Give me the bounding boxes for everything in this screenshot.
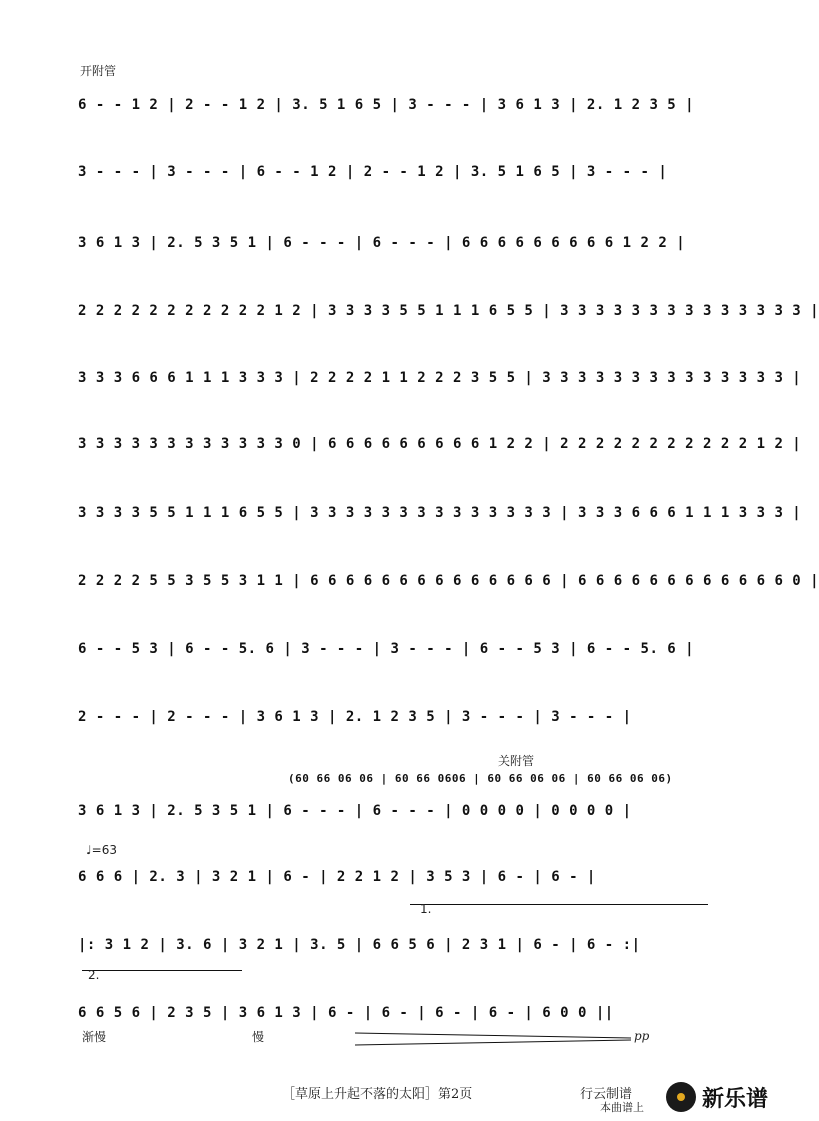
ritardando-marking-2: 慢: [252, 1030, 265, 1044]
score-row-7: 3 3 3 3 5 5 1 1 1 6 5 5 | 3 3 3 3 3 3 3 3 3 3 3 3 3 3 | 3 3 3 6 6 6 1 1 1 3 3 3 |: [78, 505, 802, 521]
score-row-2: 3 - - - | 3 - - - | 6 - - 1 2 | 2 - - 1 2 | 3. 5 1 6 5 | 3 - - - |: [78, 164, 668, 180]
volta-1-label: 1.: [420, 902, 432, 916]
score-row-3: 3 6 1 3 | 2. 5 3 5 1 | 6 - - - | 6 - - - | 6 6 6 6 6 6 6 6 6 1 2 2 |: [78, 235, 686, 251]
score-row-8: 2 2 2 2 5 5 3 5 5 3 1 1 | 6 6 6 6 6 6 6 6 6 6 6 6 6 6 | 6 6 6 6 6 6 6 6 6 6 6 6 0 |: [78, 573, 819, 589]
close-hole-label: 关附管: [498, 754, 535, 768]
score-row-9: 6 - - 5 3 | 6 - - 5. 6 | 3 - - - | 3 - - - | 6 - - 5 3 | 6 - - 5. 6 |: [78, 641, 695, 657]
dynamic-pp: pp: [634, 1029, 650, 1043]
ritardando-marking-1: 渐慢: [82, 1030, 107, 1044]
site-logo: [666, 1079, 784, 1115]
parenthetical-accompaniment: (60 66 06 06 | 60 66 0606 | 60 66 06 06 | 60 66 06 06): [288, 772, 673, 785]
volta-2-bracket: [82, 970, 242, 971]
score-row-1: 6 - - 1 2 | 2 - - 1 2 | 3. 5 1 6 5 | 3 - - - | 3 6 1 3 | 2. 1 2 3 5 |: [78, 97, 695, 113]
record-disc-icon: [666, 1082, 696, 1112]
footer-title: ［草原上升起不落的太阳］第2页: [282, 1087, 473, 1102]
score-row-14: 6 6 5 6 | 2 3 5 | 3 6 1 3 | 6 - | 6 - | 6 - | 6 - | 6 0 0 ||: [78, 1005, 614, 1021]
logo-text: 新乐谱: [702, 1086, 769, 1112]
score-row-12: 6 6 6 | 2. 3 | 3 2 1 | 6 - | 2 2 1 2 | 3 5 3 | 6 - | 6 - |: [78, 869, 596, 885]
score-row-10: 2 - - - | 2 - - - | 3 6 1 3 | 2. 1 2 3 5 | 3 - - - | 3 - - - |: [78, 709, 632, 725]
footer-note: 本曲谱上: [600, 1101, 644, 1114]
score-row-13: |: 3 1 2 | 3. 6 | 3 2 1 | 3. 5 | 6 6 5 6 | 2 3 1 | 6 - | 6 - :|: [78, 937, 641, 953]
score-row-5: 3 3 3 6 6 6 1 1 1 3 3 3 | 2 2 2 2 1 1 2 2 2 3 5 5 | 3 3 3 3 3 3 3 3 3 3 3 3 3 3 |: [78, 370, 802, 386]
footer-maker: 行云制谱: [580, 1087, 633, 1102]
open-hole-label: 开附管: [80, 64, 117, 78]
score-row-4: 2 2 2 2 2 2 2 2 2 2 2 1 2 | 3 3 3 3 5 5 1 1 1 6 5 5 | 3 3 3 3 3 3 3 3 3 3 3 3 3 3 |: [78, 303, 819, 319]
score-row-6: 3 3 3 3 3 3 3 3 3 3 3 3 0 | 6 6 6 6 6 6 6 6 6 1 2 2 | 2 2 2 2 2 2 2 2 2 2 2 1 2 |: [78, 436, 802, 452]
decrescendo-hairpin: [355, 1032, 631, 1046]
score-row-11: 3 6 1 3 | 2. 5 3 5 1 | 6 - - - | 6 - - - | 0 0 0 0 | 0 0 0 0 |: [78, 803, 632, 819]
volta-2-label: 2.: [88, 968, 100, 982]
tempo-marking: ♩=63: [86, 843, 117, 857]
volta-1-bracket: [410, 904, 708, 905]
